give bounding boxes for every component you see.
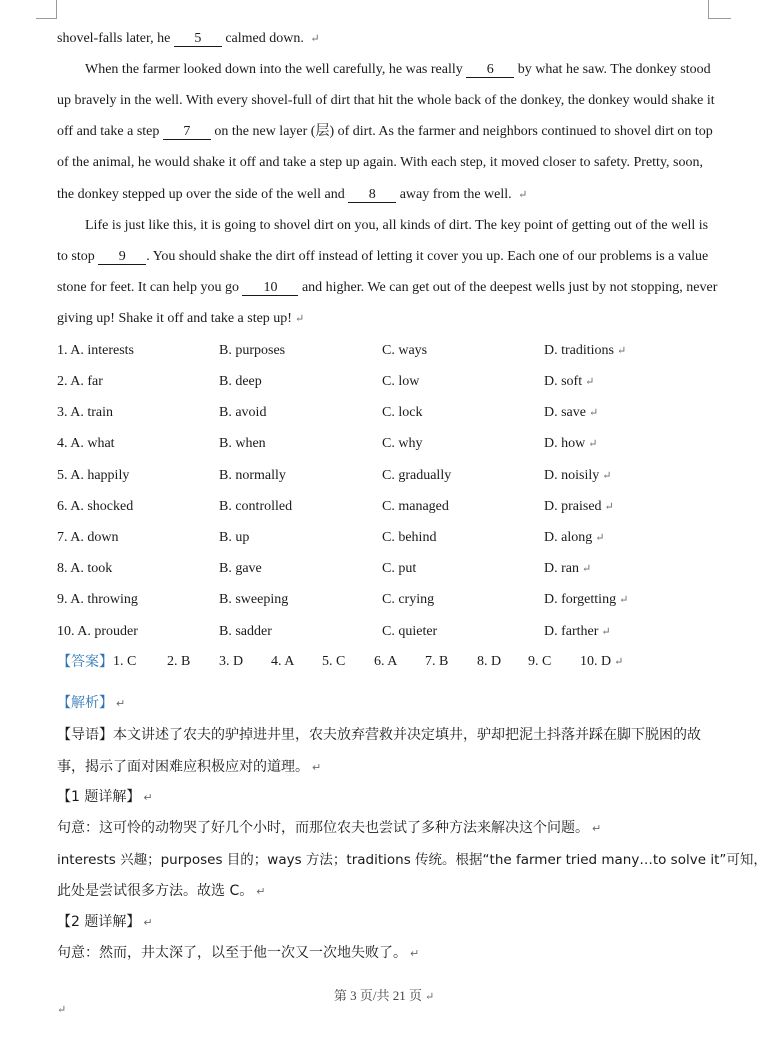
answer-item: 7. B (425, 654, 449, 669)
passage-line-blank-5: shovel-falls later, he 5 calmed down. ↵ (57, 31, 320, 46)
crop-mark-top-left (36, 0, 57, 19)
paragraph-mark-icon: ↵ (518, 189, 528, 201)
option-d: D. along ↵ (544, 530, 605, 545)
answer-item: 2. B (167, 654, 191, 669)
option-c: C. low (382, 374, 420, 389)
q1-detail-heading: 【1 题详解】 ↵ (57, 789, 153, 805)
passage-line-blank-8: the donkey stepped up over the side of the well and 8 away from the well. ↵ (57, 187, 528, 202)
q2-meaning: 句意：然而，井太深了，以至于他一次又一次地失败了。 ↵ (57, 945, 420, 961)
option-a: 8. A. took (57, 561, 113, 576)
option-c: C. managed (382, 499, 449, 514)
answer-item: 10. D ↵ (580, 654, 624, 669)
option-a: 3. A. train (57, 405, 113, 420)
option-a: 6. A. shocked (57, 499, 134, 514)
option-b: B. controlled (219, 499, 293, 514)
option-d: D. soft ↵ (544, 374, 595, 389)
q2-detail-heading: 【2 题详解】 ↵ (57, 914, 153, 930)
option-a: 4. A. what (57, 436, 115, 451)
option-a: 1. A. interests (57, 343, 134, 358)
option-c: C. why (382, 436, 423, 451)
blank-10: 10 (242, 280, 298, 296)
option-c: C. behind (382, 530, 437, 545)
option-d: D. farther ↵ (544, 624, 611, 639)
paragraph-mark-icon: ↵ (294, 313, 305, 325)
crop-mark-top-right (708, 0, 731, 19)
option-c: C. lock (382, 405, 423, 420)
passage-line: giving up! Shake it off and take a step up! ↵ (57, 311, 305, 326)
option-a: 10. A. prouder (57, 624, 138, 639)
option-b: B. normally (219, 468, 286, 483)
passage-line-blank-7: off and take a step 7 on the new layer (层) of dirt. As the farmer and neighbors continued to shovel dirt on top (57, 124, 713, 139)
answer-label: 【答案】 (57, 654, 113, 670)
option-d: D. how ↵ (544, 436, 598, 451)
option-b: B. avoid (219, 405, 267, 420)
answer-item: 6. A (374, 654, 398, 669)
passage-line-blank-9: to stop 9 . You should shake the dirt off instead of letting it cover you up. Each one of our problems is a value (57, 249, 709, 264)
option-b: B. purposes (219, 343, 286, 358)
q1-meaning: 句意：这可怜的动物哭了好几个小时，而那位农夫也尝试了多种方法来解决这个问题。 ↵ (57, 820, 602, 836)
option-b: B. deep (219, 374, 262, 389)
option-d: D. save ↵ (544, 405, 599, 420)
q1-explanation-line: 此处是尝试很多方法。故选 C。 ↵ (57, 883, 266, 899)
option-a: 7. A. down (57, 530, 119, 545)
option-d: D. noisily ↵ (544, 468, 612, 483)
passage-line-blank-10: stone for feet. It can help you go 10 and higher. We can get out of the deepest wells just by not stopping, never (57, 280, 718, 295)
analysis-intro-line: 【导语】本文讲述了农夫的驴掉进井里，农夫放弃营救并决定填井，驴却把泥土抖落并踩在脚下脱困的故 (57, 727, 701, 743)
option-c: C. ways (382, 343, 428, 358)
blank-5: 5 (174, 31, 222, 47)
option-b: B. sadder (219, 624, 272, 639)
option-d: D. ran ↵ (544, 561, 592, 576)
blank-9: 9 (98, 249, 146, 265)
paragraph-mark-icon: ↵ (310, 33, 320, 45)
option-d: D. praised ↵ (544, 499, 614, 514)
option-a: 5. A. happily (57, 468, 130, 483)
answer-item: 8. D (477, 654, 502, 669)
answer-item: 9. C (528, 654, 552, 669)
answer-item: 4. A (271, 654, 295, 669)
option-c: C. crying (382, 592, 435, 607)
option-b: B. sweeping (219, 592, 289, 607)
answer-item: 3. D (219, 654, 244, 669)
option-a: 9. A. throwing (57, 592, 138, 607)
passage-line: up bravely in the well. With every shovel-full of dirt that hit the whole back of the donkey, the donkey would shake it (57, 93, 715, 108)
passage-line: of the animal, he would shake it off and take a step up again. With each step, it moved closer to safety. Pretty, soon, (57, 155, 703, 170)
option-d: D. forgetting ↵ (544, 592, 629, 607)
page-footer: 第 3 页/共 21 页 ↵ (333, 988, 435, 1003)
option-b: B. up (219, 530, 250, 545)
option-a: 2. A. far (57, 374, 103, 389)
answer-item: 5. C (322, 654, 346, 669)
paragraph-mark-icon: ↵ (57, 1004, 67, 1016)
passage-line: Life is just like this, it is going to shovel dirt on you, all kinds of dirt. The key point of getting out of the well is (85, 218, 709, 233)
blank-8: 8 (348, 187, 396, 203)
passage-line-blank-6: When the farmer looked down into the well carefully, he was really 6 by what he saw. The donkey stood (85, 62, 711, 77)
option-d: D. traditions ↵ (544, 343, 627, 358)
option-c: C. put (382, 561, 417, 576)
analysis-heading: 【解析】 ↵ (57, 695, 126, 711)
answer-item: 1. C (113, 654, 137, 669)
analysis-intro-line: 事，揭示了面对困难应积极应对的道理。 ↵ (57, 759, 322, 775)
blank-6: 6 (466, 62, 514, 78)
option-c: C. quieter (382, 624, 438, 639)
option-c: C. gradually (382, 468, 452, 483)
blank-7: 7 (163, 124, 211, 140)
option-b: B. gave (219, 561, 262, 576)
option-b: B. when (219, 436, 266, 451)
q1-explanation-line: interests 兴趣；purposes 目的；ways 方法；traditions 传统。根据“the farmer tried many…to solve it”可知， (57, 852, 767, 868)
